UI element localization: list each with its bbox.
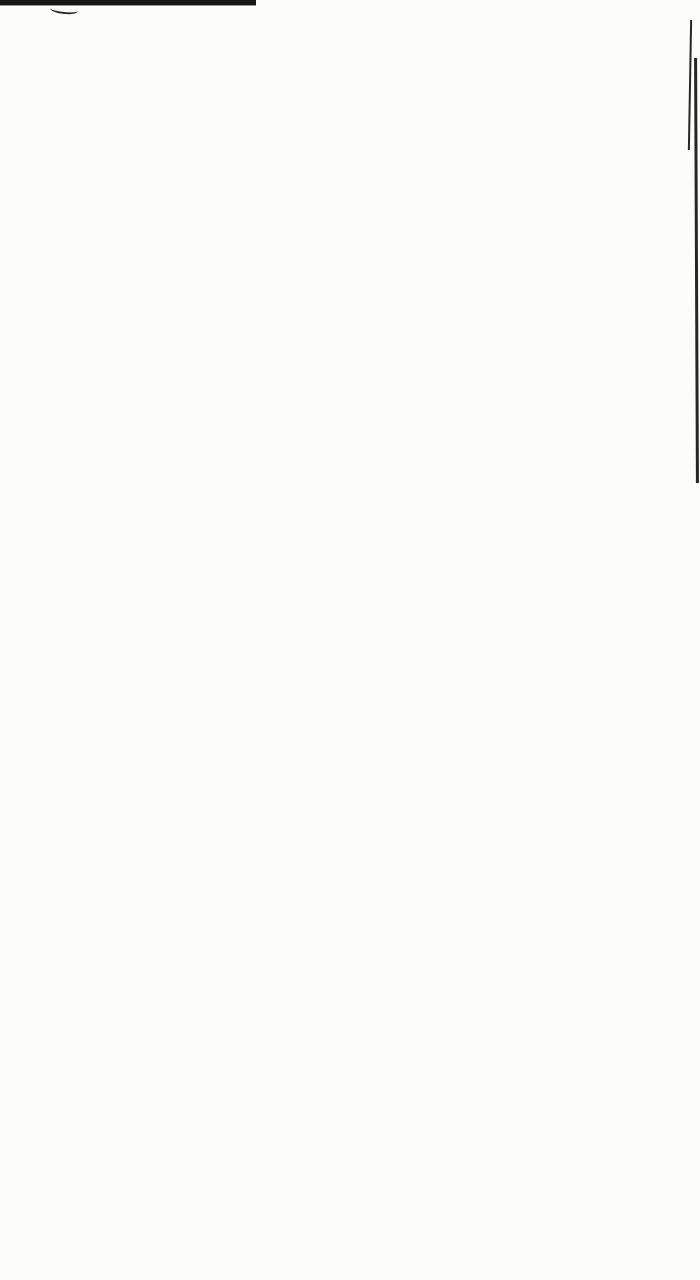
page-edge-line [688,20,692,150]
scan-top-edge-bar-fade [0,5,256,7]
page-edge-line [694,58,698,483]
